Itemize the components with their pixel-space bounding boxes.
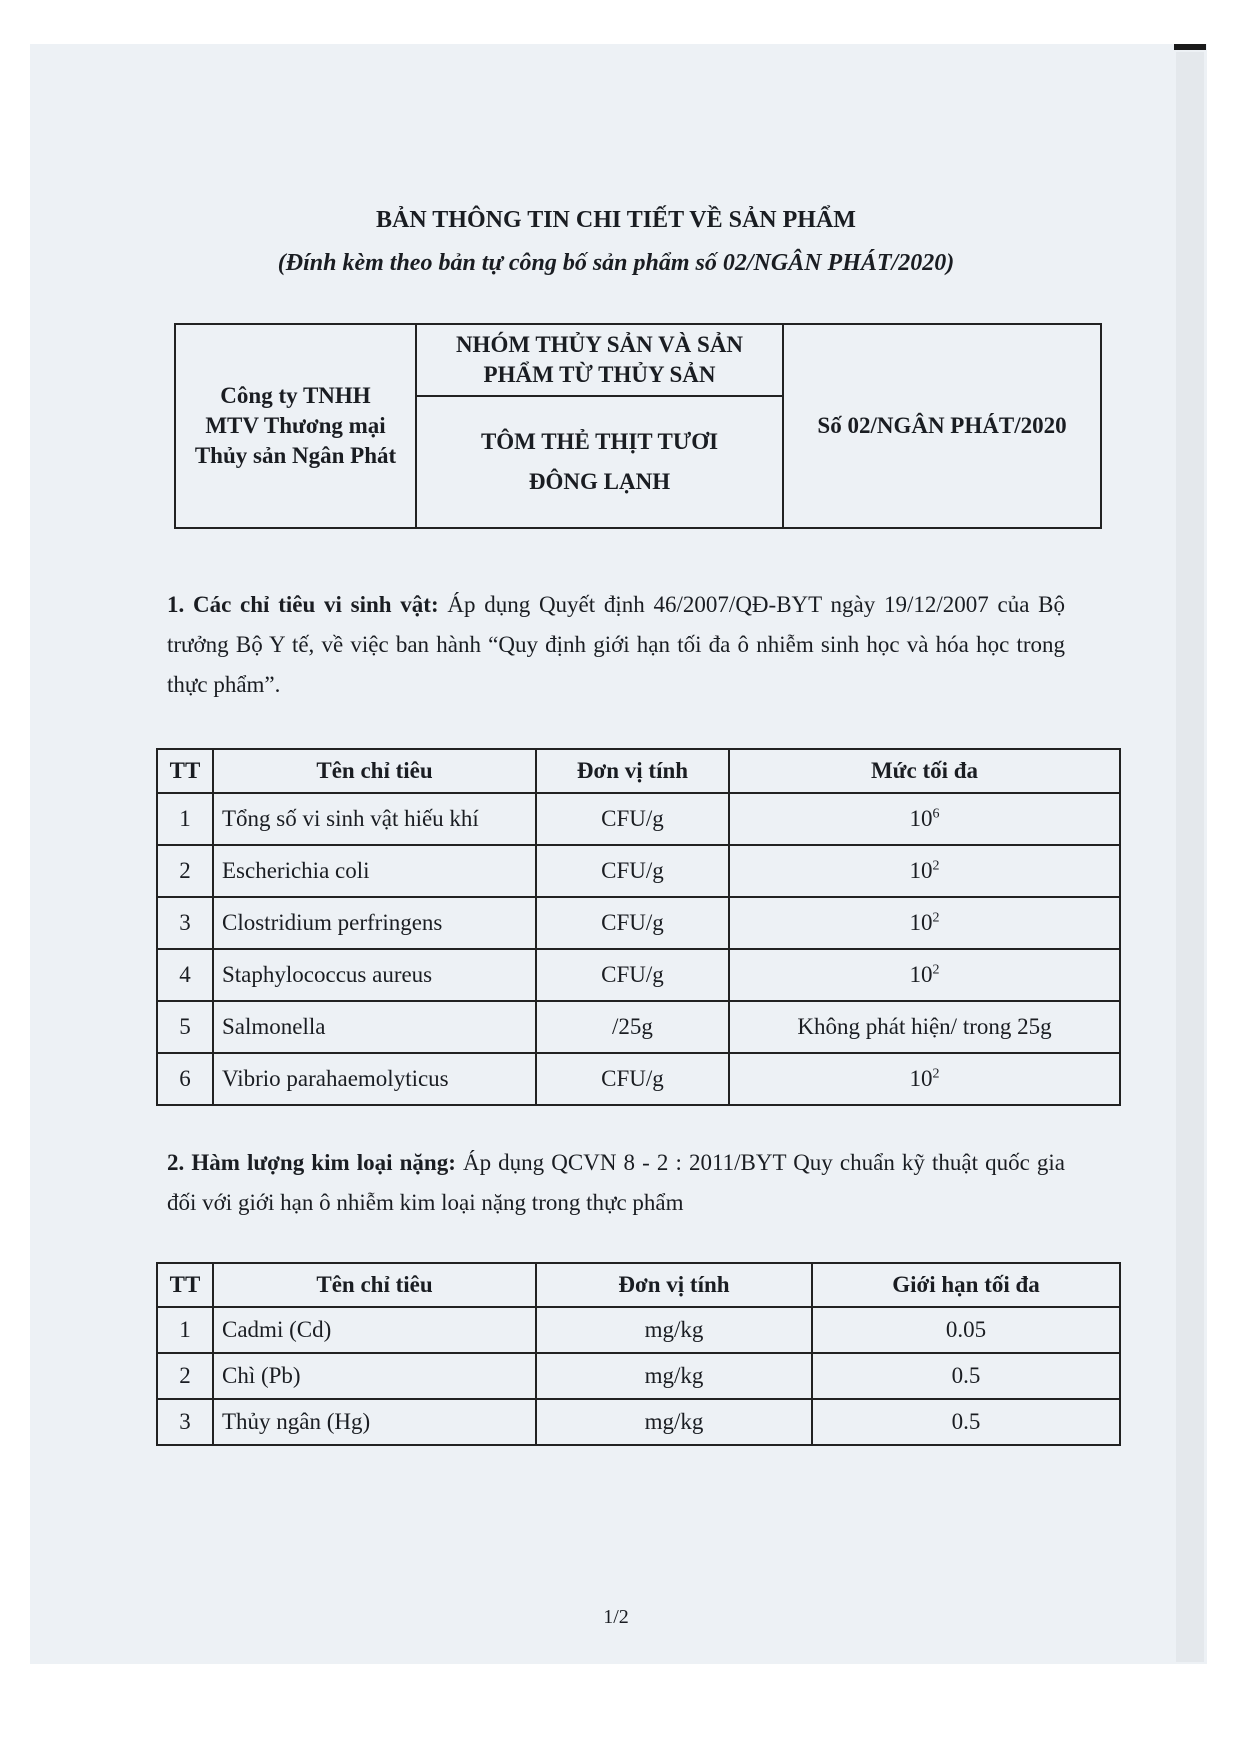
section-2-paragraph [167, 1143, 1065, 1223]
table-row [157, 793, 1120, 845]
col-header-unit: Đơn vị tính [536, 749, 729, 793]
max-exponent: 2 [932, 1066, 940, 1082]
cell-max: 0.5 [812, 1353, 1120, 1399]
company-line: MTV Thương mại [205, 413, 386, 438]
col-header-unit: Đơn vị tính [536, 1263, 812, 1307]
col-header-name: Tên chỉ tiêu [213, 1263, 536, 1307]
table-row [157, 1399, 1120, 1445]
cell-unit: /25g [536, 1001, 729, 1053]
cell-max [729, 793, 1120, 845]
cell-name: Tổng số vi sinh vật hiếu khí [213, 793, 536, 845]
cell-name: Cadmi (Cd) [213, 1307, 536, 1353]
max-base: 10 [909, 858, 933, 883]
cell-tt: 1 [157, 793, 213, 845]
col-header-name: Tên chỉ tiêu [213, 749, 536, 793]
cell-name: Chì (Pb) [213, 1353, 536, 1399]
cell-tt: 3 [157, 897, 213, 949]
max-base: Không phát hiện/ trong 25g [797, 1014, 1052, 1039]
cell-max: 0.5 [812, 1399, 1120, 1445]
cell-max [729, 949, 1120, 1001]
col-header-max: Mức tối đa [729, 749, 1120, 793]
cell-max [729, 1053, 1120, 1105]
table-header-row [157, 1263, 1120, 1307]
cell-name: Clostridium perfringens [213, 897, 536, 949]
cell-tt: 2 [157, 1353, 213, 1399]
cell-name: Thủy ngân (Hg) [213, 1399, 536, 1445]
company-line: Công ty TNHH [220, 383, 371, 408]
table-row [157, 845, 1120, 897]
section-1-paragraph [167, 585, 1065, 705]
max-exponent: 6 [932, 806, 940, 822]
col-header-max: Giới hạn tối đa [812, 1263, 1120, 1307]
cell-tt: 4 [157, 949, 213, 1001]
product-name-cell [417, 397, 782, 527]
max-base: 10 [909, 910, 933, 935]
cell-max: 0.05 [812, 1307, 1120, 1353]
cell-tt: 6 [157, 1053, 213, 1105]
product-line: ĐÔNG LẠNH [528, 469, 671, 494]
cell-tt: 3 [157, 1399, 213, 1445]
company-line: Thủy sản Ngân Phát [194, 443, 397, 468]
section-1-text: Áp dụng Quyết định 46/2007/QĐ-BYT ngày 19/12/2007 của Bộ trưởng Bộ Y tế, về việc ban hành “Quy định giới hạn tối đa ô nhiễm sinh học và hóa học trong thực phẩm”. [167, 592, 1066, 697]
cell-max [729, 1001, 1120, 1053]
scan-edge-mark [1174, 44, 1206, 50]
table-header-row [157, 749, 1120, 793]
declaration-number-cell: Số 02/NGÂN PHÁT/2020 [782, 325, 1100, 527]
cell-name: Salmonella [213, 1001, 536, 1053]
cell-max [729, 897, 1120, 949]
cell-unit: CFU/g [536, 793, 729, 845]
table-row [157, 949, 1120, 1001]
max-base: 10 [909, 962, 933, 987]
cell-unit: mg/kg [536, 1307, 812, 1353]
group-line: PHẨM TỪ THỦY SẢN [483, 362, 716, 387]
cell-unit: CFU/g [536, 845, 729, 897]
col-header-tt: TT [157, 1263, 213, 1307]
cell-unit: CFU/g [536, 949, 729, 1001]
max-exponent: 2 [932, 858, 940, 874]
table-row [157, 1001, 1120, 1053]
col-header-tt: TT [157, 749, 213, 793]
cell-tt: 2 [157, 845, 213, 897]
scan-edge-strip [1176, 52, 1204, 1662]
cell-name: Escherichia coli [213, 845, 536, 897]
cell-tt: 1 [157, 1307, 213, 1353]
cell-unit: mg/kg [536, 1399, 812, 1445]
cell-max [729, 845, 1120, 897]
document-title: BẢN THÔNG TIN CHI TIẾT VỀ SẢN PHẨM [376, 207, 856, 233]
product-group-cell [417, 325, 782, 397]
section-2-text: Áp dụng QCVN 8 - 2 : 2011/BYT Quy chuẩn kỹ thuật quốc gia đối với giới hạn ô nhiễm kim loại nặng trong thực phẩm [167, 1150, 1065, 1215]
max-exponent: 2 [932, 910, 940, 926]
max-base: 10 [909, 1066, 933, 1091]
table-row [157, 897, 1120, 949]
section-2-heading: 2. Hàm lượng kim loại nặng: [167, 1150, 456, 1175]
company-name-cell [176, 325, 417, 527]
product-line: TÔM THẺ THỊT TƯƠI [480, 429, 719, 454]
cell-unit: CFU/g [536, 897, 729, 949]
heavy-metals-table [156, 1262, 1121, 1446]
cell-unit: mg/kg [536, 1353, 812, 1399]
cell-unit: CFU/g [536, 1053, 729, 1105]
cell-tt: 5 [157, 1001, 213, 1053]
section-1-heading: 1. Các chỉ tiêu vi sinh vật: [167, 592, 439, 617]
microbiology-table [156, 748, 1121, 1106]
max-exponent: 2 [932, 962, 940, 978]
document-subtitle: (Đính kèm theo bản tự công bố sản phẩm số 02/NGÂN PHÁT/2020) [277, 250, 955, 276]
page-number: 1/2 [603, 1606, 629, 1628]
max-base: 10 [909, 806, 933, 831]
table-row [157, 1053, 1120, 1105]
cell-name: Vibrio parahaemolyticus [213, 1053, 536, 1105]
table-row [157, 1353, 1120, 1399]
group-line: NHÓM THỦY SẢN VÀ SẢN [455, 332, 744, 357]
table-row [157, 1307, 1120, 1353]
cell-name: Staphylococcus aureus [213, 949, 536, 1001]
product-info-box [174, 323, 1102, 529]
